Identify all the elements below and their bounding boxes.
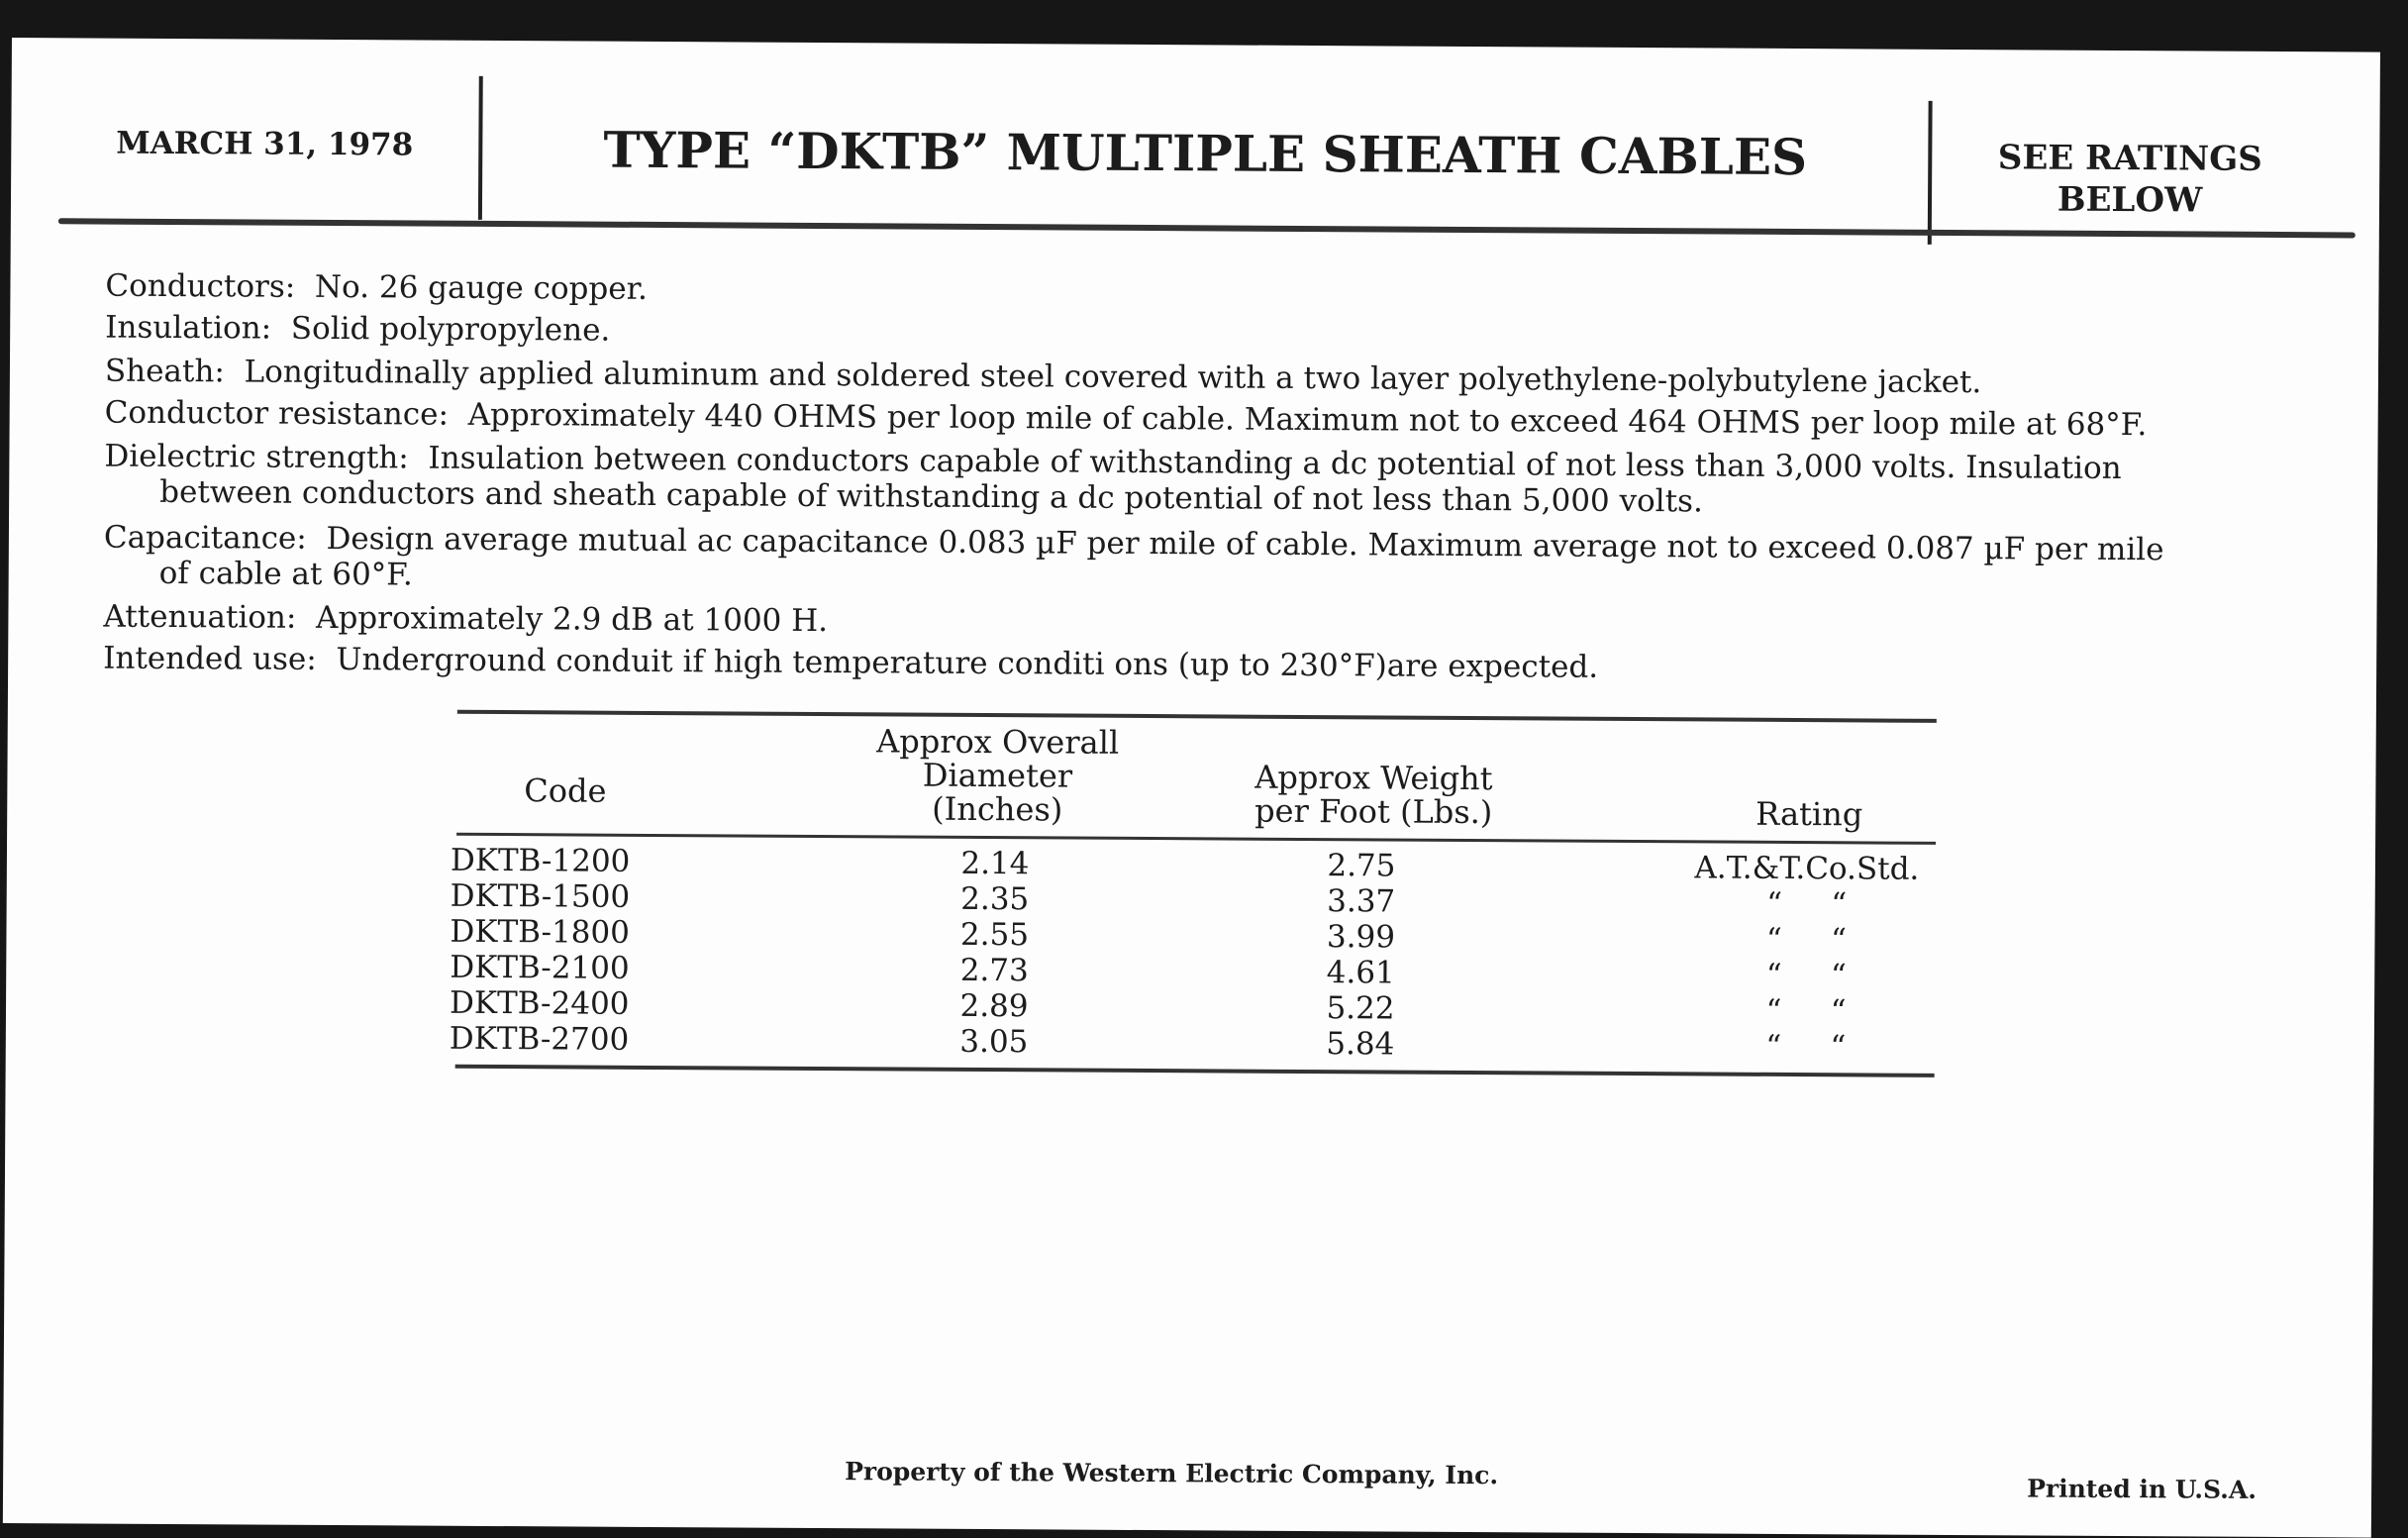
spec-label: Intended use: — [103, 640, 317, 677]
spec-line — [105, 395, 2148, 444]
header-code: Code — [524, 771, 607, 810]
cell-code: DKTB-1500 — [450, 877, 631, 915]
cell-code: DKTB-1200 — [450, 842, 631, 879]
header-rule — [58, 218, 2356, 238]
spec-label: Insulation: — [105, 309, 272, 347]
cell-code: DKTB-2100 — [450, 949, 630, 986]
cell-diameter: 2.89 — [959, 987, 1029, 1025]
cell-weight: 2.75 — [1327, 848, 1396, 884]
spec-label: Capacitance: — [103, 519, 307, 557]
page-title: TYPE “DKTB” MULTIPLE SHEATH CABLES — [603, 120, 1808, 187]
table-top-rule — [457, 710, 1937, 723]
ratings-note-line: SEE RATINGS — [1997, 138, 2262, 179]
spec-text: Solid polypropylene. — [290, 310, 611, 349]
header-diameter — [819, 724, 1176, 827]
cell-rating: “ “ — [1765, 921, 1848, 959]
spec-label: Attenuation: — [103, 598, 297, 636]
cell-weight: 5.84 — [1326, 1026, 1395, 1063]
spec-line — [105, 354, 1982, 401]
spec-text: Approximately 2.9 dB at 1000 H. — [316, 599, 829, 640]
spec-line — [105, 268, 648, 307]
cell-diameter: 2.35 — [960, 880, 1030, 918]
cell-diameter: 2.55 — [959, 916, 1030, 954]
cell-weight: 5.22 — [1326, 990, 1395, 1027]
spec-line — [104, 439, 2122, 522]
spec-text: Longitudinally applied aluminum and soldered steel covered with a two layer polyethylene-polybutylene jacket. — [244, 354, 1982, 401]
header-line: (Inches) — [932, 789, 1063, 829]
spec-line — [105, 310, 610, 349]
table-bottom-rule — [455, 1065, 1935, 1077]
spec-text: Underground conduit if high temperature conditi ons (up to 230°F)are expected. — [336, 642, 1599, 685]
cell-rating: “ “ — [1765, 1028, 1847, 1066]
printed-note: Printed in U.S.A. — [2027, 1474, 2258, 1504]
spec-label: Dielectric strength: — [104, 438, 409, 476]
cell-rating: “ “ — [1765, 992, 1847, 1030]
spec-line — [104, 520, 2164, 604]
date: MARCH 31, 1978 — [116, 125, 414, 163]
cell-code: DKTB-2700 — [449, 1020, 630, 1058]
ratings-note — [1932, 137, 2329, 222]
spec-sheet — [3, 38, 2380, 1538]
cell-weight: 4.61 — [1326, 955, 1395, 991]
spec-text: Insulation between conductors capable of withstanding a dc potential of not less than 3,000 volts. Insulation — [428, 440, 2122, 487]
header-line: Diameter — [922, 756, 1073, 795]
header-line: Approx Overall — [876, 722, 1120, 762]
cell-diameter: 2.14 — [960, 845, 1030, 882]
cell-weight: 3.37 — [1327, 883, 1396, 920]
cell-diameter: 3.05 — [959, 1023, 1029, 1061]
property-note: Property of the Western Electric Company, Inc. — [845, 1457, 1499, 1490]
cell-diameter: 2.73 — [959, 952, 1029, 989]
spec-text: Approximately 440 OHMS per loop mile of cable. Maximum not to exceed 464 OHMS per loop mile at 68°F. — [467, 396, 2148, 444]
spec-text: Design average mutual ac capacitance 0.083 µF per mile of cable. Maximum average not to exceed 0.087 µF per mile — [326, 520, 2164, 568]
spec-line — [103, 641, 1598, 685]
cell-rating: “ “ — [1766, 885, 1848, 923]
cell-weight: 3.99 — [1326, 919, 1396, 956]
spec-text-continued: of cable at 60°F. — [158, 555, 413, 593]
spec-label: Sheath: — [104, 353, 225, 390]
ratings-note-line: BELOW — [2057, 179, 2203, 221]
cell-rating: “ “ — [1765, 957, 1847, 994]
spec-line — [103, 599, 828, 639]
cell-rating: A.T.&T.Co.Std. — [1694, 850, 1920, 887]
header-weight — [1195, 758, 1552, 832]
spec-text-continued: between conductors and sheath capable of withstanding a dc potential of not less than 5,000 volts. — [159, 473, 1703, 520]
table-header-rule — [456, 833, 1936, 845]
cell-code: DKTB-1800 — [450, 913, 631, 951]
cell-code: DKTB-2400 — [449, 984, 630, 1022]
header-line: per Foot (Lbs.) — [1254, 791, 1493, 832]
spec-text: No. 26 gauge copper. — [314, 268, 649, 307]
header-rating: Rating — [1756, 794, 1863, 834]
spec-label: Conductor resistance: — [104, 394, 450, 433]
header-line: Approx Weight — [1254, 758, 1493, 798]
spec-label: Conductors: — [105, 267, 296, 305]
